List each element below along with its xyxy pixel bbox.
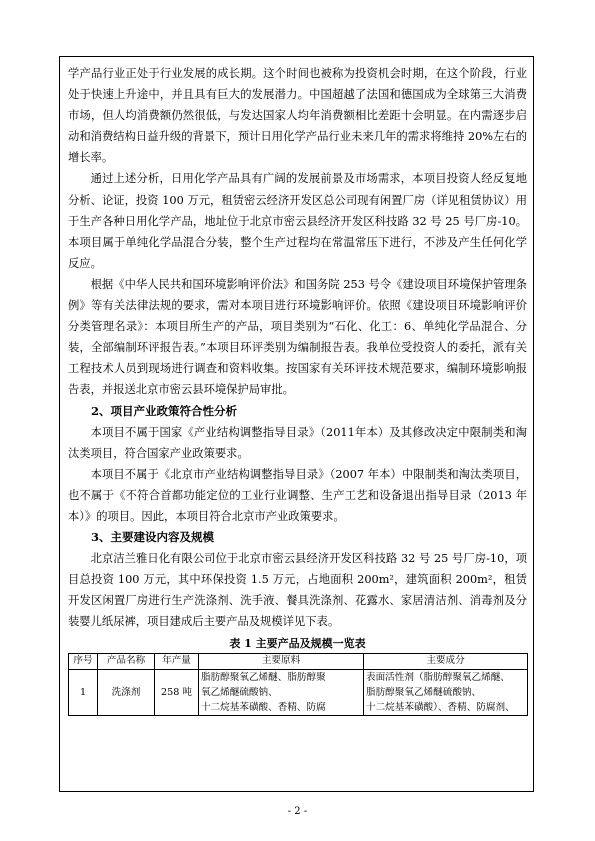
- paragraph-company-info: 北京洁兰雅日化有限公司位于北京市密云县经济开发区科技路 32 号 25 号厂房-10，项目总投资 100 万元，其中环保投资 1.5 万元，占地面积 200m²，建筑面积 200m²，租赁开发区闲置厂房进行生产洗涤剂、洗手液、餐具洗涤剂、花露水、家居清洁剂、消毒剂及分装婴儿纸尿裤，项目建成后主要产品及规模详见下表。: [68, 552, 527, 629]
- cell-main-components: [364, 669, 528, 715]
- paragraph-beijing-policy: 本项目不属于《北京市产业结构调整指导目录》（2007 年本）中限制类和淘汰类项目，也不属于《不符合首都功能定位的工业行业调整、生产工艺和设备退出指导目录（2013 年本）》的项目。因此，本项目符合北京市产业政策要求。: [68, 467, 527, 523]
- cell-annual-output: 258 吨: [155, 669, 199, 715]
- document-body: [68, 63, 527, 716]
- paragraph-project-overview: 通过上述分析，日用化学产品具有广阔的发展前景及市场需求，本项目投资人经反复地分析、论证，投资 100 万元，租赁密云经济开发区总公司现有闲置厂房（详见租赁协议）用于生产各种日用化学产品，地址位于北京市密云县经济开发区科技路 32 号 25 号厂房-10。本项目属于单纯化学品混合分装，整个生产过程均在常温常压下进行，不涉及产生任何化学反应。: [68, 172, 527, 270]
- components-line: 脂肪醇聚氧乙烯醚硫酸钠、: [366, 686, 482, 698]
- materials-line: 脂肪醇聚氧乙烯醚、脂肪醇聚: [201, 671, 326, 683]
- table-header-row: [69, 653, 528, 669]
- header-annual-output: 年产量: [155, 653, 199, 669]
- cell-main-materials: [199, 669, 364, 715]
- header-main-components: 主要成分: [364, 653, 528, 669]
- table-caption: 表 1 主要产品及规模一览表: [229, 636, 366, 650]
- paragraph-national-policy: 本项目不属于国家《产业结构调整指导目录》（2011年本）及其修改决定中限制类和淘汰类项目，符合国家产业政策要求。: [68, 425, 527, 460]
- products-table: [68, 653, 528, 716]
- components-line: 十二烷基苯磺酸）、香精、防腐剂、: [366, 701, 515, 713]
- section-heading-policy: 2、项目产业政策符合性分析: [91, 403, 238, 418]
- header-serial: 序号: [69, 653, 98, 669]
- paragraph-legal-basis: 根据《中华人民共和国环境影响评价法》和国务院 253 号令《建设项目环境保护管理条例》等有关法律法规的要求，需对本项目进行环境影响评价。依照《建设项目环境影响评价分类管理名录》：本项目所生产的产品，项目类别为“石化、化工：6、单纯化学品混合、分装，全部编制环评报告表。”本项目环评类别为编制报告表。我单位受投资人的委托，派有关工程技术人员到现场进行调查和资料收集。按国家有关环评技术规范要求，编制环境影响报告表，并报送北京市密云县环境保护局审批。: [68, 277, 527, 397]
- page-number: - 2 -: [287, 806, 308, 817]
- page-frame: [59, 56, 534, 792]
- header-main-materials: 主要原料: [199, 653, 364, 669]
- components-line: 表面活性剂（脂肪醇聚氧乙烯醚、: [366, 671, 510, 683]
- paragraph-industry-growth: 学产品行业正处于行业发展的成长期。这个时间也被称为投资机会时期，在这个阶段，行业处于快速上升途中，并且具有巨大的发展潜力。中国超越了法国和德国成为全球第三大消费市场，但人均消费额仍然很低，与发达国家人均年消费额相比差距十会明显。在内需逐步启动和消费结构日益升级的背景下，预计日用化学产品行业未来几年的需求将维持 20%左右的增长率。: [68, 67, 527, 165]
- materials-line: 氧乙烯醚硫酸钠、: [201, 686, 278, 698]
- cell-product-name: 洗涤剂: [98, 669, 155, 715]
- table-row: [69, 669, 528, 715]
- header-product-name: 产品名称: [98, 653, 155, 669]
- cell-serial: 1: [69, 669, 98, 715]
- section-heading-construction: 3、主要建设内容及规模: [91, 530, 215, 545]
- materials-line: 十二烷基苯磺酸、香精、防腐: [201, 701, 326, 713]
